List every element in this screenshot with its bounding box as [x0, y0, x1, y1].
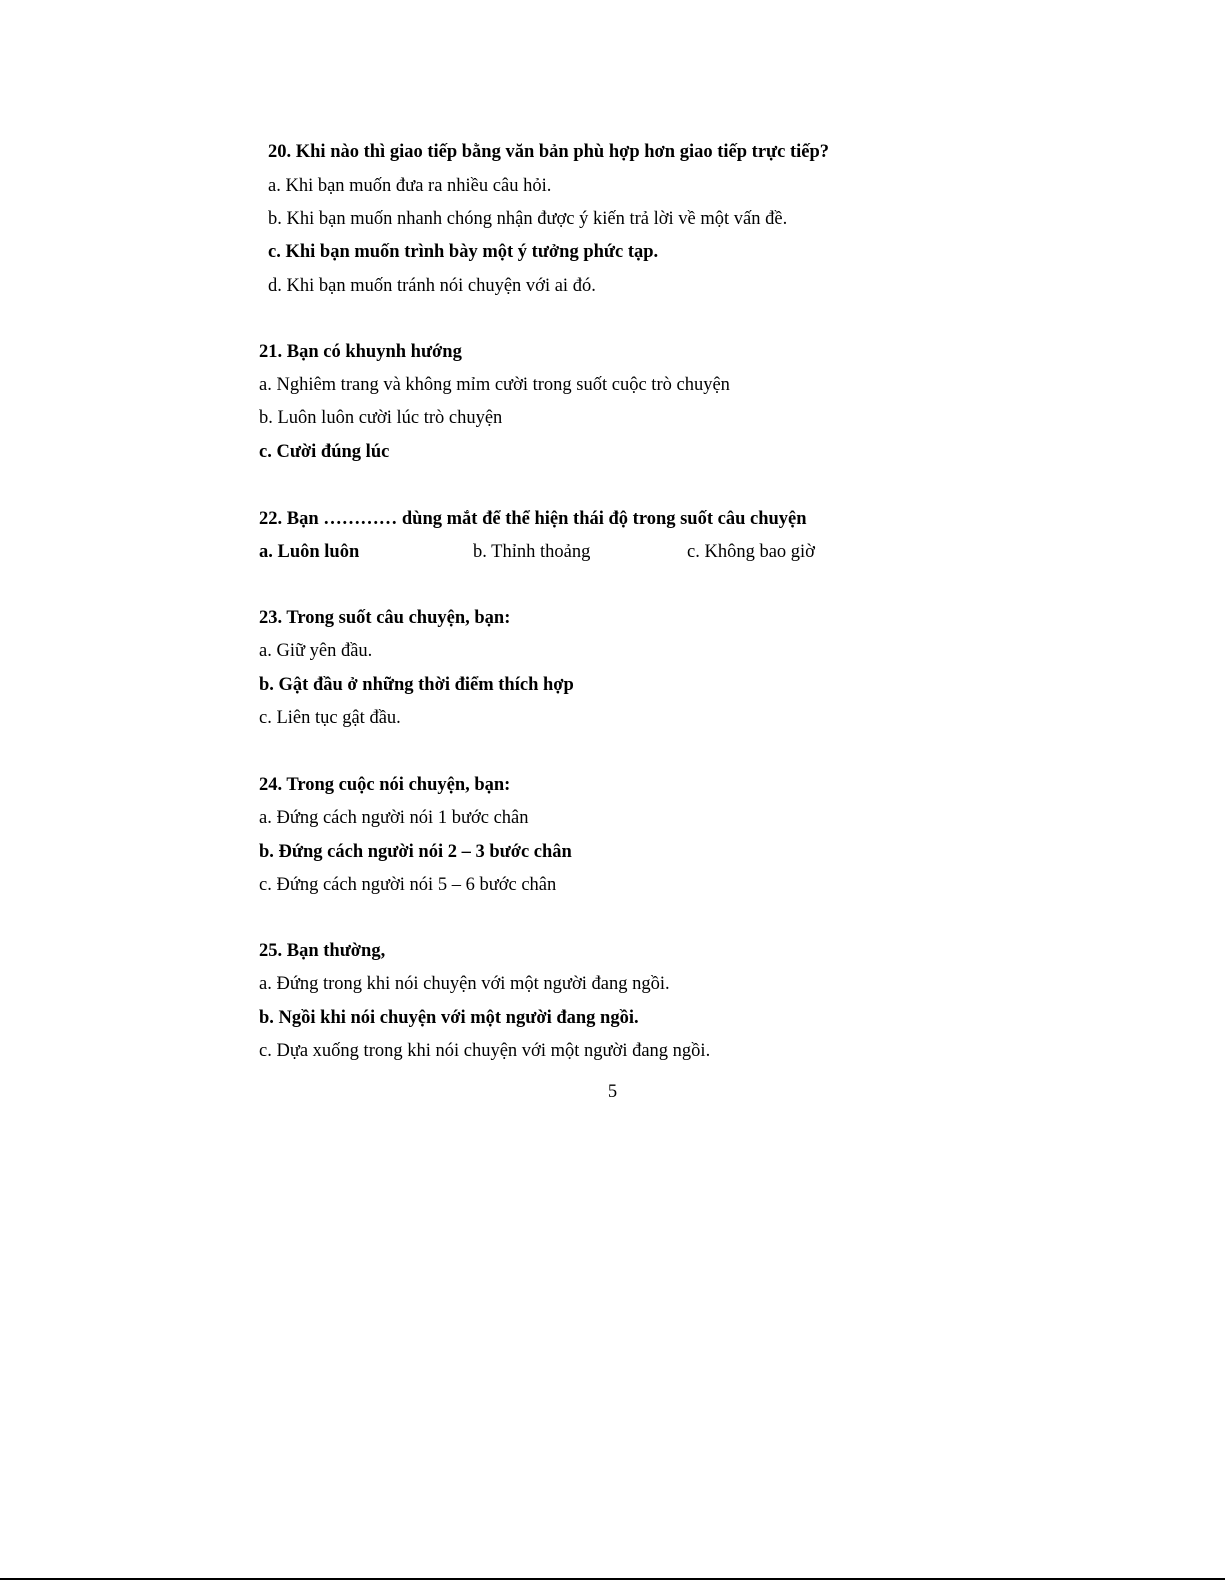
question-21-option-a: a. Nghiêm trang và không mỉm cười trong suốt cuộc trò chuyện — [259, 375, 730, 395]
question-22-option-a: a. Luôn luôn — [259, 542, 360, 562]
question-25-option-b: b. Ngồi khi nói chuyện với một người đang ngồi. — [259, 1008, 639, 1028]
question-24-option-a: a. Đứng cách người nói 1 bước chân — [259, 808, 529, 828]
question-25-title: 25. Bạn thường, — [259, 941, 386, 961]
question-22-title: 22. Bạn ………… dùng mắt để thể hiện thái độ trong suốt câu chuyện — [259, 509, 807, 529]
question-24-title: 24. Trong cuộc nói chuyện, bạn: — [259, 775, 511, 795]
question-21-option-b: b. Luôn luôn cười lúc trò chuyện — [259, 408, 503, 428]
question-22-option-b: b. Thỉnh thoảng — [473, 542, 591, 562]
question-20-option-a: a. Khi bạn muốn đưa ra nhiều câu hỏi. — [268, 176, 552, 196]
question-21-title: 21. Bạn có khuynh hướng — [259, 342, 462, 362]
question-20-title: 20. Khi nào thì giao tiếp bằng văn bản phù hợp hơn giao tiếp trực tiếp? — [268, 142, 830, 162]
question-25-option-a: a. Đứng trong khi nói chuyện với một người đang ngồi. — [259, 974, 670, 994]
question-24-option-c: c. Đứng cách người nói 5 – 6 bước chân — [259, 875, 557, 895]
question-23-title: 23. Trong suốt câu chuyện, bạn: — [259, 608, 511, 628]
question-21-option-c: c. Cười đúng lúc — [259, 442, 390, 462]
question-20-option-b: b. Khi bạn muốn nhanh chóng nhận được ý kiến trả lời về một vấn đề. — [268, 209, 788, 229]
question-23-option-a: a. Giữ yên đầu. — [259, 641, 373, 661]
question-20-option-d: d. Khi bạn muốn tránh nói chuyện với ai đó. — [268, 276, 596, 296]
question-24-option-b: b. Đứng cách người nói 2 – 3 bước chân — [259, 842, 572, 862]
page-number: 5 — [607, 1082, 618, 1102]
question-20-option-c: c. Khi bạn muốn trình bày một ý tưởng phức tạp. — [268, 242, 659, 262]
question-23-option-c: c. Liên tục gật đầu. — [259, 708, 401, 728]
bottom-border — [0, 1578, 1225, 1580]
question-25-option-c: c. Dựa xuống trong khi nói chuyện với một người đang ngồi. — [259, 1041, 711, 1061]
question-23-option-b: b. Gật đầu ở những thời điểm thích hợp — [259, 675, 574, 695]
question-22-option-c: c. Không bao giờ — [687, 542, 815, 562]
